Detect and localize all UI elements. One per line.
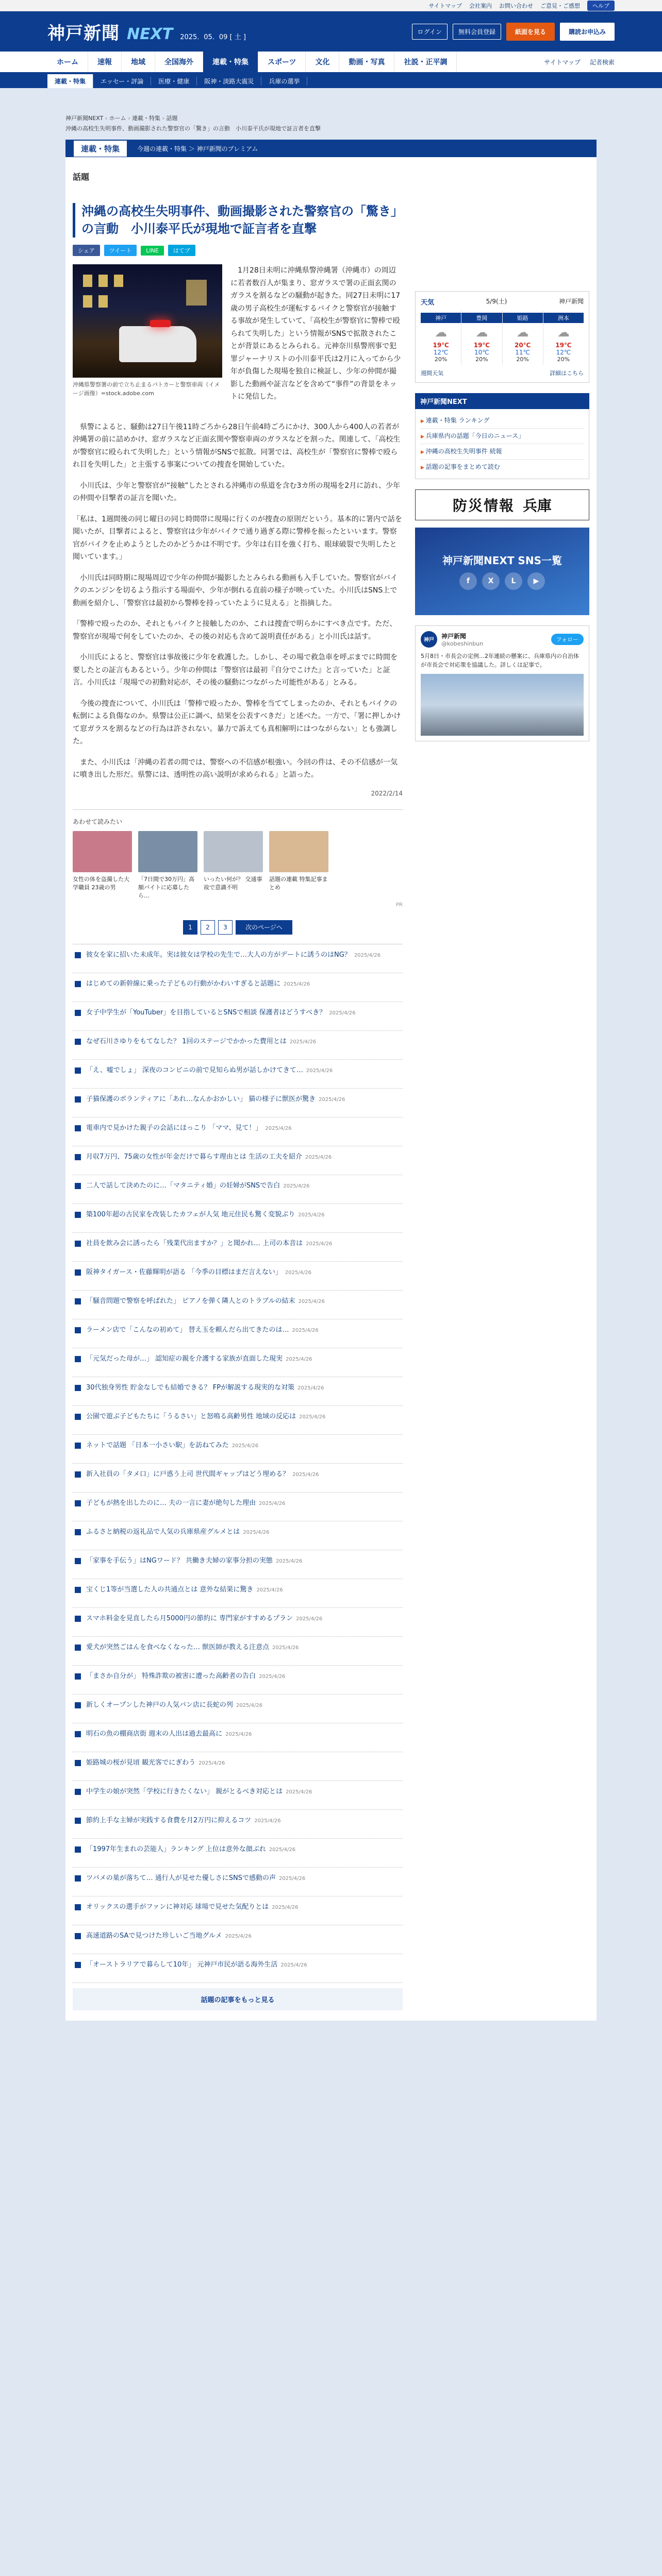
gnav-sitemap-link[interactable]: サイトマップ: [544, 58, 581, 66]
news-item[interactable]: [73, 1896, 403, 1925]
help-button[interactable]: ヘルプ: [587, 1, 615, 11]
share-facebook-button[interactable]: シェア: [73, 245, 100, 256]
news-item-title[interactable]: ラーメン店で「こんなの初めて」 替え玉を頼んだら出てきたのは… 2025/4/26: [86, 1326, 319, 1334]
weather-city-name: 豊岡: [461, 313, 502, 323]
subscribe-button[interactable]: 購読お申込み: [560, 23, 615, 41]
site-logo[interactable]: [47, 19, 246, 44]
news-item-date: 2025/4/26: [198, 1760, 225, 1766]
news-item-title[interactable]: 「家事を手伝う」はNGワード？ 共働き夫婦の家事分担の実態 2025/4/26: [86, 1556, 303, 1565]
list-bullet-icon: [75, 1067, 81, 1074]
news-item-date: 2025/4/26: [265, 1125, 292, 1131]
utility-bar: [0, 0, 662, 11]
news-item-date: 2025/4/26: [354, 952, 381, 958]
page-link[interactable]: 3: [218, 920, 233, 935]
list-bullet-icon: [75, 1558, 81, 1564]
siren-light-shape: [150, 320, 171, 327]
news-item[interactable]: [73, 1608, 403, 1637]
list-bullet-icon: [75, 1010, 81, 1016]
news-item-date: 2025/4/26: [299, 1414, 326, 1420]
weather-low-temp: 12℃: [433, 349, 449, 356]
disaster-info-banner[interactable]: [415, 489, 589, 520]
news-item[interactable]: [73, 1377, 403, 1406]
news-item[interactable]: [73, 1752, 403, 1781]
news-item[interactable]: [73, 1348, 403, 1377]
news-item-date: 2025/4/26: [259, 1673, 286, 1680]
news-item-date: 2025/4/26: [275, 1558, 303, 1564]
ranking-item[interactable]: ▶ 連載・特集 ランキング: [421, 413, 584, 429]
list-bullet-icon: [75, 1962, 81, 1968]
twitter-avatar: 神戸: [421, 631, 437, 648]
list-bullet-icon: [75, 952, 81, 958]
util-link-company[interactable]: 会社案内: [469, 3, 492, 9]
related-card[interactable]: [138, 831, 197, 900]
news-item-title[interactable]: 中学生の娘が突然「学校に行きたくない」 親がとるべき対応とは 2025/4/26: [86, 1787, 312, 1795]
news-item-date: 2025/4/26: [319, 1096, 345, 1103]
news-item-date: 2025/4/26: [298, 1298, 325, 1304]
news-item-title[interactable]: 「え、嘘でしょ」 深夜のコンビニの前で見知らぬ男が話しかけてきて… 2025/4/26: [86, 1066, 333, 1074]
main-column: [73, 167, 403, 2010]
article-photo[interactable]: [73, 264, 222, 378]
line-icon: L: [505, 572, 522, 590]
news-item-date: 2025/4/26: [292, 1327, 319, 1333]
next-page-button[interactable]: 次のページへ: [236, 920, 292, 935]
news-item-date: 2025/4/26: [225, 1731, 252, 1737]
news-item-date: 2025/4/26: [278, 1875, 306, 1882]
pagination: [73, 920, 403, 935]
gnav-reporter-search-link[interactable]: 記者検索: [589, 58, 615, 66]
list-bullet-icon: [75, 1241, 81, 1247]
article-paragraph: 小川氏は同時期に現場周辺で少年の仲間が撮影したとみられる動画も入手していた。警察官がバイクのエンジンを切るよう指示する場面や、少年が倒れる直前の様子が映っていた。小川氏はSNS上で動画を紹介し、「警察官は最初から警棒を持っていたように見える」と指摘した。: [73, 573, 398, 607]
more-news-link[interactable]: 話題の記事をもっと見る: [73, 1988, 403, 2010]
news-item-title[interactable]: はじめての新幹線に乗った子どもの行動がかわいすぎると話題に 2025/4/26: [86, 979, 310, 988]
article-paragraph: また、小川氏は「沖縄の若者の間では、警察への不信感が根強い。今回の件は、その不信感が一気に噴き出した形だ。県警には、透明性の高い説明が求められる」と語った。: [73, 758, 398, 779]
news-item-date: 2025/4/26: [236, 1702, 263, 1708]
news-item-title[interactable]: 月収7万円、75歳の女性が年金だけで暮らす理由とは 生活の工夫を紹介 2025/4/26: [86, 1153, 332, 1161]
list-bullet-icon: [75, 1183, 81, 1189]
news-item-date: 2025/4/26: [269, 1846, 296, 1853]
view-paper-button[interactable]: 紙面を見る: [506, 23, 555, 41]
weather-rain-chance: 20%: [557, 356, 570, 363]
list-bullet-icon: [75, 1529, 81, 1535]
related-card[interactable]: [269, 831, 328, 900]
news-item[interactable]: [73, 1117, 403, 1146]
share-x-button[interactable]: ツイート: [104, 245, 137, 256]
weather-rain-chance: 20%: [434, 356, 448, 363]
breadcrumb: [65, 114, 597, 122]
news-item-title[interactable]: ネットで話題 「日本一小さい駅」を訪ねてみた 2025/4/26: [86, 1441, 259, 1449]
news-item-title[interactable]: 彼女を家に招いた未成年。実は彼女は学校の先生で…大人の方がデートに誘うのはNG？ 2025/4/26: [86, 951, 381, 959]
util-link-contact[interactable]: お問い合わせ: [499, 3, 533, 9]
list-bullet-icon: [75, 1645, 81, 1651]
news-item[interactable]: [73, 1954, 403, 1983]
related-title: 話題の連載 特集記事まとめ: [269, 875, 328, 891]
cloud-icon: ☁: [475, 325, 488, 340]
breadcrumb-item[interactable]: › ホーム: [105, 115, 126, 122]
news-item-date: 2025/4/26: [231, 1443, 259, 1449]
list-bullet-icon: [75, 1760, 81, 1766]
news-item-date: 2025/4/26: [292, 1471, 319, 1478]
ranking-title: 神戸新聞NEXT: [415, 393, 589, 409]
news-item-date: 2025/4/26: [305, 1154, 332, 1160]
gnav-item-culture[interactable]: 文化: [306, 52, 339, 72]
news-item-title[interactable]: 「1997年生まれの芸能人」ランキング 上位は意外な顔ぶれ 2025/4/26: [86, 1845, 296, 1853]
news-item[interactable]: [73, 1464, 403, 1493]
list-bullet-icon: [75, 1731, 81, 1737]
bosai-banner-text: 防災情報: [452, 497, 515, 514]
news-item[interactable]: [73, 1781, 403, 1810]
list-bullet-icon: [75, 1298, 81, 1304]
news-item-title[interactable]: 明石の魚の棚商店街 週末の人出は過去最高に 2025/4/26: [86, 1730, 252, 1738]
gnav-item-editorial[interactable]: 社説・正平調: [394, 52, 457, 72]
list-bullet-icon: [75, 1471, 81, 1478]
subnav-item-earthquake[interactable]: 阪神・淡路大震災: [197, 77, 261, 86]
news-item[interactable]: [73, 1925, 403, 1954]
news-item-title[interactable]: 女子中学生が「YouTuber」を目指しているとSNSで相談 保護者はどうすべき？ 2025/4/26: [86, 1008, 356, 1016]
news-item-date: 2025/4/26: [284, 981, 310, 987]
news-item-title[interactable]: 「まさか自分が」 特殊詐欺の被害に遭った高齢者の告白 2025/4/26: [86, 1672, 286, 1680]
news-item-title[interactable]: 愛犬が突然ごはんを食べなくなった… 獣医師が教える注意点 2025/4/26: [86, 1643, 299, 1651]
weather-city-cell[interactable]: [543, 311, 584, 365]
subnav-item-essays[interactable]: エッセー・評論: [93, 77, 151, 86]
news-item-date: 2025/4/26: [296, 1616, 323, 1622]
news-item[interactable]: [73, 1579, 403, 1608]
related-articles: [73, 809, 403, 908]
news-item-date: 2025/4/26: [272, 1645, 299, 1651]
news-item-date: 2025/4/26: [254, 1818, 281, 1824]
news-item-title[interactable]: 姫路城の桜が見頃 観光客でにぎわう 2025/4/26: [86, 1758, 225, 1767]
ranking-item[interactable]: ▶ 兵庫県内の話題「今日のニュース」: [421, 429, 584, 444]
weather-city-cell[interactable]: [461, 311, 502, 365]
weather-low-temp: 11℃: [515, 349, 530, 356]
news-item[interactable]: [73, 1262, 403, 1291]
news-item-title[interactable]: 阪神タイガース・佐藤輝明が語る 「今季の目標はまだ言えない」 2025/4/26: [86, 1268, 312, 1276]
page-background: [0, 88, 662, 2576]
weather-widget: [415, 291, 589, 383]
weather-high-temp: 19℃: [555, 342, 572, 349]
list-bullet-icon: [75, 1356, 81, 1362]
x-icon: X: [482, 572, 500, 590]
breadcrumb-current-title: 沖縄の高校生失明事件、動画撮影された警察官の「驚き」の言動 小川泰平氏が現地で証言者を直撃: [65, 125, 321, 132]
gnav-item-local[interactable]: 地域: [122, 52, 155, 72]
news-item-title[interactable]: 「オーストラリアで暮らして10年」 元神戸市民が語る海外生活 2025/4/26: [86, 1960, 307, 1969]
related-card[interactable]: [204, 831, 263, 900]
news-item-title[interactable]: 子どもが熱を出したのに… 夫の一言に妻が絶句した理由 2025/4/26: [86, 1499, 286, 1507]
gnav-item-video[interactable]: 動画・写真: [339, 52, 394, 72]
section-header: [65, 140, 597, 157]
news-item[interactable]: [73, 1146, 403, 1175]
weather-title: 天気: [421, 299, 435, 307]
news-item-title[interactable]: ツバメの巣が落ちて… 通行人が見せた優しさにSNSで感動の声 2025/4/26: [86, 1874, 306, 1882]
list-bullet-icon: [75, 1789, 81, 1795]
section-title: 連載・特集: [74, 141, 127, 157]
article-paragraph: 小川氏によると、警察官は事故後に少年を救護した。しかし、その場で救急車を呼ぶまでに時間を要したとの証言もあるという。少年の仲間は「警察官は最初『自分でこけた』と言っていた」と証言。小川氏は「現場での初動対応が、その後の騒動につながった可能性がある」とみる。: [73, 653, 398, 687]
news-item[interactable]: [73, 1521, 403, 1550]
news-item-date: 2025/4/26: [298, 1212, 325, 1218]
news-item[interactable]: [73, 1723, 403, 1752]
list-bullet-icon: [75, 1385, 81, 1391]
article-paragraph: 「警棒で殴ったのか、それともバイクと接触したのか、これは捜査で明らかにすべき点です。ただ、警察官が現場で何をしていたのか、その後の対応も含めて説明責任がある」と小川氏は話す。: [73, 620, 397, 641]
news-item-date: 2025/4/26: [283, 1183, 310, 1189]
news-item[interactable]: [73, 1319, 403, 1348]
weather-high-temp: 20℃: [515, 342, 531, 349]
news-item[interactable]: [73, 1089, 403, 1117]
list-bullet-icon: [75, 1702, 81, 1708]
patrol-car-shape: [119, 326, 196, 362]
weather-detail-link[interactable]: 詳細はこちら: [550, 370, 584, 377]
news-item-title[interactable]: 節約上手な主婦が実践する食費を月2万円に抑えるコツ 2025/4/26: [86, 1816, 281, 1824]
photo-caption: 沖縄県警察署の前で立ち止まるパトカーと警察車両（イメージ画像）=stock.adobe.com: [73, 381, 220, 397]
share-hatena-button[interactable]: はてブ: [168, 245, 195, 256]
news-item[interactable]: [73, 1435, 403, 1464]
gnav-item-breaking[interactable]: 速報: [88, 52, 122, 72]
gnav-item-features[interactable]: 連載・特集: [203, 52, 258, 72]
news-item-date: 2025/4/26: [256, 1587, 283, 1593]
login-button[interactable]: ログイン: [412, 24, 448, 40]
related-thumbnail: [73, 831, 132, 872]
news-item-title[interactable]: オリックスの選手がファンに神対応 球場で見せた気配りとは 2025/4/26: [86, 1903, 299, 1911]
news-item-date: 2025/4/26: [286, 1789, 312, 1795]
list-bullet-icon: [75, 1818, 81, 1824]
share-buttons: [73, 245, 403, 256]
news-item-title[interactable]: 子猫保護のボランティアに「あれ…なんかおかしい」 猫の様子に獣医が驚き 2025/4/26: [86, 1095, 345, 1103]
logo-main-text: 神戸新聞: [47, 23, 120, 44]
related-title: 「7日間で30万円」高額バイトに応募したら…: [138, 875, 194, 899]
subnav-item-features[interactable]: 連載・特集: [47, 74, 93, 88]
news-item[interactable]: [73, 1031, 403, 1060]
share-line-button[interactable]: LINE: [141, 246, 164, 256]
news-item[interactable]: [73, 1175, 403, 1204]
youtube-icon: ▶: [527, 572, 545, 590]
gnav-item-national[interactable]: 全国海外: [155, 52, 203, 72]
related-thumbnail: [269, 831, 328, 872]
list-bullet-icon: [75, 1904, 81, 1910]
cloud-icon: ☁: [516, 325, 529, 340]
news-item-title[interactable]: 新入社員の「タメ口」に戸惑う上司 世代間ギャップはどう埋める？ 2025/4/26: [86, 1470, 319, 1478]
list-bullet-icon: [75, 1616, 81, 1622]
news-item[interactable]: [73, 1002, 403, 1031]
gnav-item-sports[interactable]: スポーツ: [258, 52, 306, 72]
ad-label: PR: [396, 902, 403, 908]
util-link-feedback[interactable]: ご意見・ご感想: [540, 3, 580, 9]
news-item-title[interactable]: なぜ石川さゆりをもてなした？ 1回のステージでかかった費用とは 2025/4/26: [86, 1037, 317, 1045]
tweet-image[interactable]: [421, 674, 584, 736]
list-bullet-icon: [75, 1673, 81, 1680]
news-item[interactable]: [73, 1550, 403, 1579]
util-link-sitemap[interactable]: サイトマップ: [428, 3, 462, 9]
related-title: いったい何が？ 交通事故で意識不明: [204, 875, 262, 891]
news-item-date: 2025/4/26: [289, 1039, 317, 1045]
article-paragraph: 県警によると、騒動は27日午後11時ごろから28日午前4時ごろにかけ、300人から400人の若者が沖縄署の前に詰めかけ、窓ガラスなど正面玄関や警察車両のガラスなどを割った。関連して、「高校生が警察官に殴られて失明した」という情報がSNSで拡散。同署では、高校生が「警察官に警棒で殴られ目を失明した」と主張する事案についての捜査を開始していた。: [73, 422, 401, 469]
article-paragraph: 1月28日未明に沖縄県警沖縄署（沖縄市）の周辺に若者数百人が集まり、窓ガラスで署の正面玄関のガラスを割るなどの騒動が起きた。同27日未明に17歳の男子高校生が運転するバイクと警察官が接触する事故が発生していて、「高校生が警察官に警棒で殴られて失明した」という情報がSNSで拡散されたことが背景にあるとみられる。元神奈川県警刑事で犯罪ジャーナリストの小川泰平氏は2月に入ってから少年が負傷した現場を独自に検証し、少年の仲間が撮影した動画や証言などを含めて“事件”の背景をネットに発信した。: [230, 266, 401, 401]
news-item-date: 2025/4/26: [306, 1067, 333, 1074]
sns-banner-title: 神戸新聞NEXT SNS一覧: [442, 554, 562, 567]
breadcrumb-item[interactable]: › 話題: [162, 115, 178, 122]
news-item-date: 2025/4/26: [297, 1385, 324, 1391]
weather-rain-chance: 20%: [475, 356, 488, 363]
twitter-follow-button[interactable]: フォロー: [551, 634, 584, 645]
weather-city-name: 神戸: [421, 313, 461, 323]
news-item-title[interactable]: スマホ料金を見直したら月5000円の節約に 専門家がすすめるプラン 2025/4/26: [86, 1614, 323, 1622]
news-item-date: 2025/4/26: [306, 1241, 333, 1247]
list-bullet-icon: [75, 1039, 81, 1045]
news-item[interactable]: [73, 1694, 403, 1723]
news-item-date: 2025/4/26: [272, 1904, 299, 1910]
bosai-banner-region: 兵庫: [523, 497, 552, 514]
related-title: 女性の体を盗撮した大学職員 23歳の男: [73, 875, 129, 891]
news-item-title[interactable]: 二人で話して決めたのに…「マタニティ婚」の妊婦がSNSで告白 2025/4/26: [86, 1181, 310, 1190]
ranking-item[interactable]: ▶ 沖縄の高校生失明事件 続報: [421, 444, 584, 460]
list-bullet-icon: [75, 1846, 81, 1853]
news-item[interactable]: [73, 1810, 403, 1839]
tweet-text: 5月8日・市長会の定例…2年連続の懸案に、兵庫県内の自治体が市長会で対応策を協議した。詳しくは記事で。: [421, 652, 579, 669]
news-item-date: 2025/4/26: [259, 1500, 286, 1506]
list-bullet-icon: [75, 1269, 81, 1276]
news-item[interactable]: [73, 1233, 403, 1262]
related-thumbnail: [204, 831, 263, 872]
list-bullet-icon: [75, 1500, 81, 1506]
list-bullet-icon: [75, 1125, 81, 1131]
article-photo-box: [73, 264, 222, 398]
weather-date: 5/9(土): [486, 298, 507, 305]
weather-rain-chance: 20%: [516, 356, 529, 363]
weather-city-name: 洲本: [543, 313, 584, 323]
cloud-icon: ☁: [557, 325, 570, 340]
weather-source: 神戸新聞: [558, 298, 584, 305]
news-item-title[interactable]: 「元気だった母が…」 認知症の親を介護する家族が直面した現実 2025/4/26: [86, 1354, 312, 1363]
news-item[interactable]: [73, 1204, 403, 1233]
list-bullet-icon: [75, 1443, 81, 1449]
news-item[interactable]: [73, 1291, 403, 1319]
news-item[interactable]: [73, 1868, 403, 1896]
weather-low-temp: 12℃: [556, 349, 571, 356]
news-item[interactable]: [73, 973, 403, 1002]
twitter-account-name: 神戸新聞: [441, 632, 467, 640]
breadcrumb-item[interactable]: › 連載・特集: [128, 115, 160, 122]
list-bullet-icon: [75, 1327, 81, 1333]
twitter-handle: @kobeshinbun: [441, 640, 484, 647]
twitter-embed: [415, 625, 589, 741]
news-item-date: 2025/4/26: [285, 1269, 312, 1276]
register-button[interactable]: 無料会員登録: [453, 24, 501, 40]
related-card[interactable]: [73, 831, 132, 900]
list-bullet-icon: [75, 1212, 81, 1218]
news-item-title[interactable]: 「騒音問題で警察を呼ばれた」 ピアノを弾く隣人とのトラブルの結末 2025/4/26: [86, 1297, 325, 1305]
related-thumbnail: [138, 831, 197, 872]
news-item-title[interactable]: 社員を飲み会に誘ったら「残業代出ますか？」と聞かれ… 上司の本音は 2025/4/26: [86, 1239, 333, 1247]
subnav-item-health[interactable]: 医療・健康: [151, 77, 197, 86]
list-bullet-icon: [75, 1875, 81, 1882]
weather-city-cell[interactable]: [421, 311, 461, 365]
breadcrumb-item[interactable]: 神戸新聞NEXT: [65, 115, 104, 122]
weather-city-name: 姫路: [503, 313, 543, 323]
news-item-title[interactable]: 新しくオープンした神戸の人気パン店に長蛇の列 2025/4/26: [86, 1701, 263, 1709]
article-headline: 沖縄の高校生失明事件、動画撮影された警察官の「驚き」の言動 小川泰平氏が現地で証言者を直撃: [73, 203, 403, 238]
article-paragraph: 「私は、1週間後の同じ曜日の同じ時間帯に現場に行くのが捜査の原則だという。基本的に署内で話を聞いたが、目撃者によると、警察官は少年がバイクで通り過ぎる際に警棒を振ったといいます。警察官がバイクを止めようとしたのかどうかは不明です。少年は右目を強く打ち、眼球破裂で失明したと聞いています。」: [73, 515, 402, 562]
article-paragraph: 今後の捜査について、小川氏は「警棒で殴ったか、警棒を当ててしまったのか、それともバイクの転倒による負傷なのか。県警は公正に調べ、結果を公表すべきだ」と述べた。一方で、「署に押しかけて窓ガラスを割るなどの行為は許されない。暴力で訴えても真相解明にはつながらない」とも強調した。: [73, 699, 401, 746]
news-item-title[interactable]: 築100年超の古民家を改装したカフェが人気 地元住民も驚く変貌ぶり 2025/4/26: [86, 1210, 325, 1218]
article-body: [73, 264, 403, 797]
list-bullet-icon: [75, 1096, 81, 1103]
section-subtitle[interactable]: 今週の連載・特集 ＞ 神戸新聞のプレミアム: [137, 145, 258, 152]
global-nav: [0, 52, 662, 74]
ranking-item[interactable]: ▶ 話題の記事をまとめて読む: [421, 460, 584, 474]
news-item-title[interactable]: 公園で遊ぶ子どもたちに「うるさい」と怒鳴る高齢男性 地域の反応は 2025/4/26: [86, 1412, 326, 1420]
sns-banner[interactable]: [415, 528, 589, 615]
news-item-date: 2025/4/26: [225, 1933, 252, 1939]
news-item[interactable]: [73, 944, 403, 973]
sub-nav: [0, 74, 662, 88]
news-item[interactable]: [73, 1493, 403, 1521]
news-item-title[interactable]: 電車内で見かけた親子の会話にほっこり 「ママ、見て！」 2025/4/26: [86, 1124, 292, 1132]
news-item[interactable]: [73, 1637, 403, 1666]
sidebar: [415, 167, 589, 2010]
weather-high-temp: 19℃: [473, 342, 490, 349]
facebook-icon: f: [459, 572, 477, 590]
news-item-title[interactable]: 30代独身男性 貯金なしでも結婚できる？ FPが解説する現実的な対策 2025/4/26: [86, 1383, 324, 1392]
news-item[interactable]: [73, 1406, 403, 1435]
news-item-title[interactable]: 高速道路のSAで見つけた珍しいご当地グルメ 2025/4/26: [86, 1931, 252, 1940]
site-header: [0, 11, 662, 52]
sidebar-ranking: [415, 393, 589, 479]
news-item-date: 2025/4/26: [280, 1962, 307, 1968]
logo-next-text: NEXT: [127, 25, 173, 43]
page-link[interactable]: 2: [201, 920, 215, 935]
news-item-date: 2025/4/26: [243, 1529, 270, 1535]
weather-low-temp: 10℃: [474, 349, 489, 356]
article-paragraph: 小川氏は、少年と警察官が“接触”したとされる沖縄市の県道を含む3カ所の現場を2月に訪れ、少年の仲間や目撃者の証言を聞いた。: [73, 481, 401, 503]
list-bullet-icon: [75, 1587, 81, 1593]
list-bullet-icon: [75, 1933, 81, 1939]
weather-city-cell[interactable]: [503, 311, 543, 365]
news-item[interactable]: [73, 1839, 403, 1868]
weather-high-temp: 19℃: [433, 342, 449, 349]
list-bullet-icon: [75, 1414, 81, 1420]
topic-label: 話題: [73, 172, 90, 182]
page-link[interactable]: 1: [183, 920, 197, 935]
news-item-title[interactable]: ふるさと納税の返礼品で人気の兵庫県産グルメとは 2025/4/26: [86, 1528, 270, 1536]
news-list: [73, 944, 403, 1983]
article-date: 2022/2/14: [371, 789, 403, 797]
gnav-item-home[interactable]: ホーム: [47, 52, 88, 72]
subnav-item-elections[interactable]: 兵庫の選挙: [261, 77, 307, 86]
header-date: 2025．05．09 [ 土 ]: [180, 33, 246, 41]
list-bullet-icon: [75, 1154, 81, 1160]
news-item-date: 2025/4/26: [286, 1356, 312, 1362]
news-item-date: 2025/4/26: [329, 1010, 356, 1016]
list-bullet-icon: [75, 981, 81, 987]
weather-weekly-link[interactable]: 週間天気: [421, 370, 443, 377]
related-heading: あわせて読みたい: [73, 818, 123, 825]
news-item[interactable]: [73, 1060, 403, 1089]
cloud-icon: ☁: [435, 325, 448, 340]
news-item[interactable]: [73, 1666, 403, 1694]
news-item-title[interactable]: 宝くじ1等が当選した人の共通点とは 意外な結果に驚き 2025/4/26: [86, 1585, 283, 1594]
